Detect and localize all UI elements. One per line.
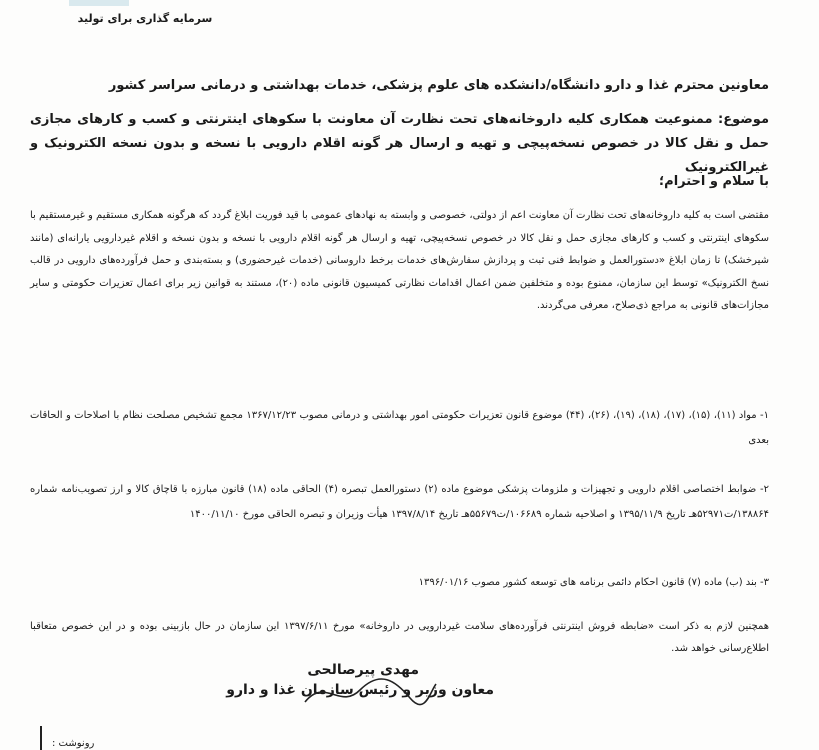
cc-label: رونوشت : (52, 738, 95, 749)
subject-line: موضوع: ممنوعیت همکاری کلیه داروخانه‌های تحت نظارت آن معاونت با سکوهای اینترنتی و کسب و کارهای مجازی حمل و نقل کالا در خصوص نسخه‌پیچی و تهیه و ارسال هر گونه اقلام دارویی با نسخه و بدون نسخه الکترونیک و غیرالکترونیک (30, 112, 769, 175)
greeting: با سلام و احترام؛ (658, 174, 769, 189)
margin-line (40, 726, 42, 750)
signature-scribble (300, 672, 440, 712)
closing-paragraph: همچنین لازم به ذکر است «ضابطه فروش اینترنتی فرآورده‌های سلامت غیردارویی در داروخانه» مورخ ۱۳۹۷/۶/۱۱ این سازمان در حال بازبینی بوده و در این خصوص متعاقبا اطلاع‌رسانی خواهد شد. (30, 621, 769, 654)
list-item: ۲- ضوابط اختصاصی اقلام دارویی و تجهیزات و ملزومات پزشکی موضوع ماده (۲) دستورالعمل تبصره (۴) الحاقی ماده (۱۸) قانون مبارزه با قاچاق کالا و ارز تصویب‌نامه شماره ۱۳۸۸۶۴/ت۵۲۹۷۱هـ تاریخ ۱۳۹۵/۱۱/۹ و اصلاحیه شماره ۱۰۶۶۸۹/ت۵۵۶۷۹هـ تاریخ ۱۳۹۷/۸/۱۴ هیأت وزیران و تبصره الحاقی مورخ ۱۴۰۰/۱۱/۱۰ (30, 484, 769, 520)
signatory-title: معاون وزیر و رئیس سازمان غذا و دارو (226, 682, 494, 698)
header-slogan: سرمایه گذاری برای تولید (77, 12, 213, 25)
top-edge-mark (69, 0, 129, 6)
signatory-name: مهدی پیرصالحی (307, 662, 419, 678)
list-item: ۱- مواد (۱۱)، (۱۵)، (۱۷)، (۱۸)، (۱۹)، (۲۶)، (۴۴) موضوع قانون تعزیرات حکومتی امور بهداشتی و درمانی مصوب ۱۳۶۷/۱۲/۲۳ مجمع تشخیص مصلحت نظام با اصلاحات و الحاقات بعدی (30, 410, 769, 446)
addressee: معاونین محترم غذا و دارو دانشگاه/دانشکده های علوم پزشکی، خدمات بهداشتی و درمانی سراسر کشور (108, 78, 769, 93)
body-paragraph: مقتضی است به کلیه داروخانه‌های تحت نظارت آن معاونت اعم از دولتی، خصوصی و وابسته به نهادهای عمومی با قید فوریت ابلاغ گردد که هرگونه همکاری مستقیم و غیرمستقیم با سکوهای اینترنتی و کسب و کارهای مجازی حمل و نقل کالا در خصوص نسخه‌پیچی، تهیه و ارسال هر گونه اقلام دارویی با نسخه و بدون نسخه و اقلام غیردارویی یارانه‌ای (مانند شیرخشک) تا زمان ابلاغ «دستورالعمل و ضوابط فنی ثبت و پردازش سفارش‌های خدمات برخط داروسانی (خدمات غیرحضوری) و بسته‌بندی و حمل فرآورده‌های دارویی در قالب نسخ الکترونیک» توسط این سازمان، ممنوع بوده و متخلفین ضمن اعمال اقدامات نظارتی کمیسیون قانونی ماده (۲۰)، مستند به قوانین زیر برای اعمال تعزیرات حکومتی و سایر مجازات‌های قانونی به مراجع ذی‌صلاح، معرفی می‌گردند. (30, 210, 769, 311)
list-item: ۳- بند (ب) ماده (۷) قانون احکام دائمی برنامه های توسعه کشور مصوب ۱۳۹۶/۰۱/۱۶ (418, 577, 769, 588)
